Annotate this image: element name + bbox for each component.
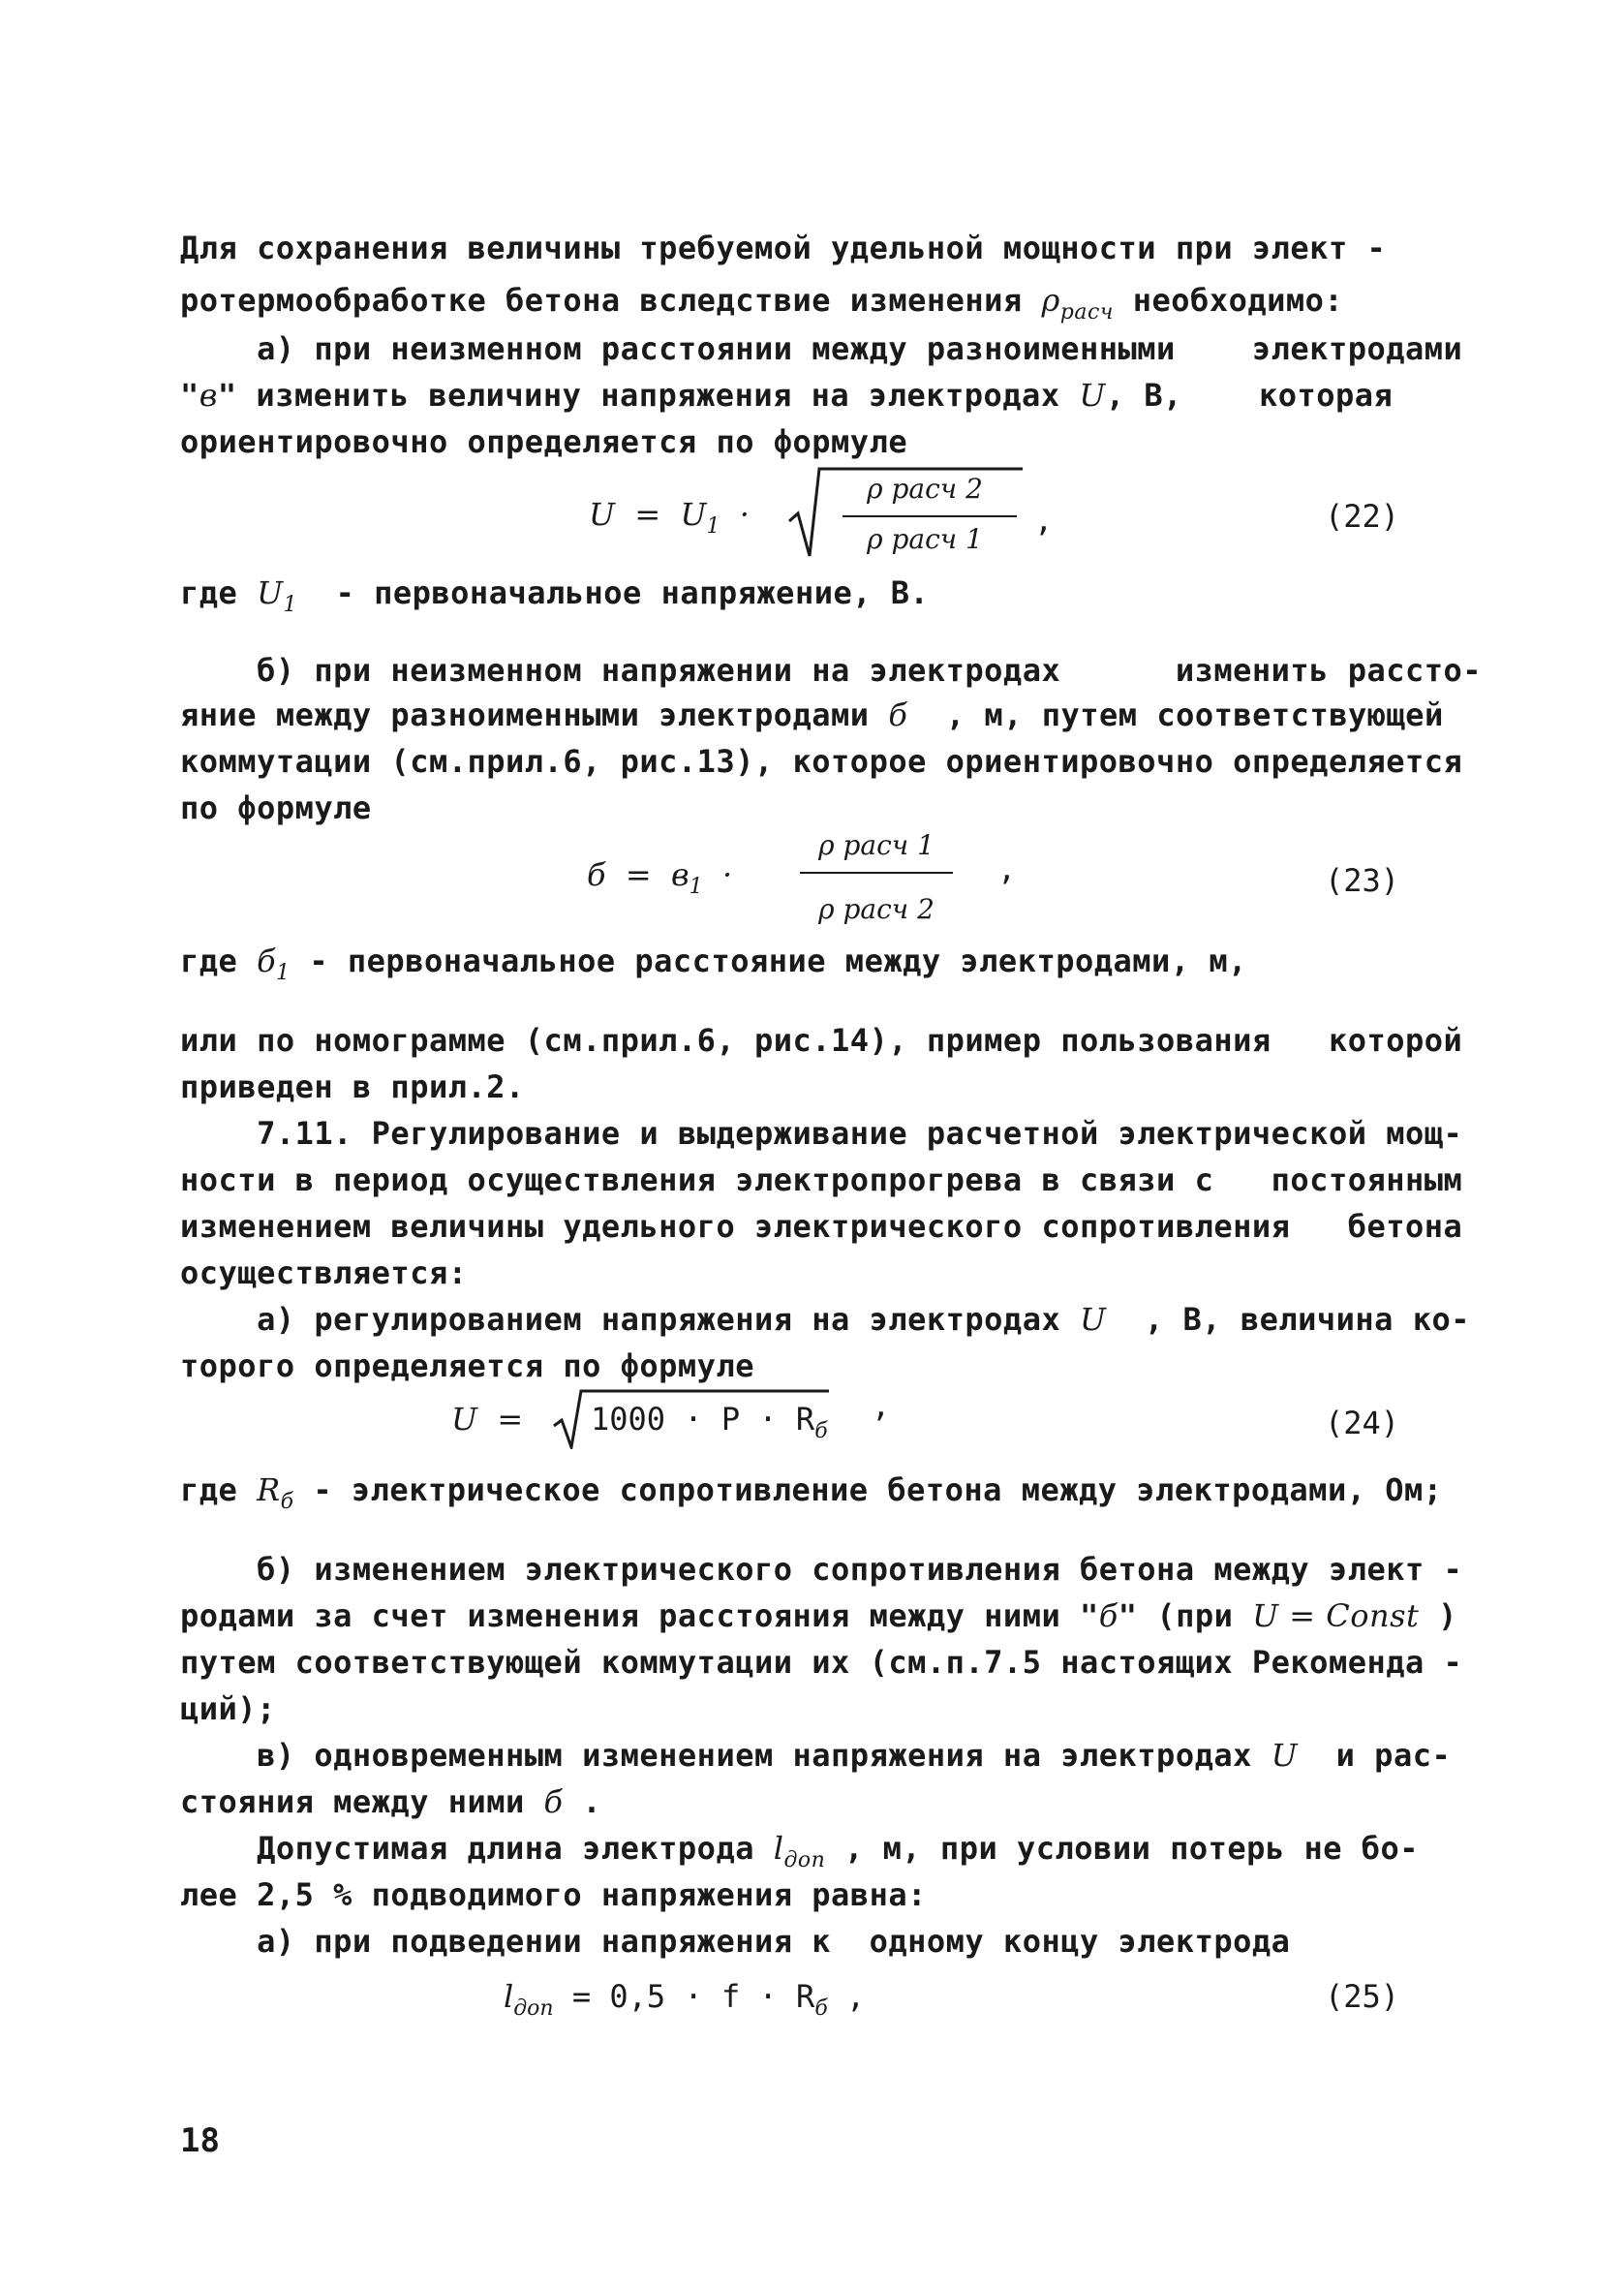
text-line [180,651,1483,690]
text: ротермообработке бетона вследствие изменения [180,282,1042,319]
text: необходимо: [1113,282,1344,319]
text: , м, при условии потерь не бо- [825,1830,1420,1867]
text: в) одновременным изменением напряжения на электродах [180,1737,1272,1774]
symbol-U: U [257,574,284,611]
text: и рас- [1298,1737,1452,1774]
text: - электрическое сопротивление бетона между электродами, Ом; [293,1471,1443,1508]
fraction-bar [800,872,953,874]
text: ) [1419,1597,1457,1634]
text: по формуле [180,789,372,826]
text: , м, путем соответствующей [907,696,1444,733]
formula-comma: , [827,1978,866,2015]
subscript: б [814,1419,828,1443]
text-line [180,1253,1439,1292]
equation-number-23: (23) [1325,862,1400,899]
formula-comma: , [1034,502,1054,539]
text-line [180,1782,1439,1821]
subscript: доп [783,1848,826,1872]
text-line [180,789,1439,827]
text-line [180,376,1439,415]
formula-comma: , [997,851,1017,887]
text-line [180,229,1439,267]
formula-24-radicand [591,1401,828,1443]
formula-23-lhs [587,856,733,899]
text: родами за счет изменения расстояния между ними " [180,1597,1099,1634]
text-line [180,1550,1463,1589]
page-number: 18 [180,2121,220,2160]
symbol-b: б [1098,1597,1118,1634]
formula-text: = 0,5 · f · R [553,1978,815,2015]
subscript: б [280,1490,294,1514]
symbol-u-const: U = Const [1252,1597,1420,1634]
formula-dot: · [739,496,750,533]
text-line [180,742,1463,781]
text: Для сохранения величины требуемой удельной мощности при элект - [180,230,1387,266]
symbol-b: б [543,1783,564,1820]
text-line [180,1207,1463,1246]
text-line [180,1114,1463,1153]
text: а) регулированием напряжения на электродах [180,1301,1080,1338]
text: а) при подведении напряжения к одному концу электрода [180,1923,1291,1960]
text: " [180,377,199,414]
text-line [180,1596,1457,1635]
subscript: б [814,1996,828,2021]
text-line [180,1829,1439,1872]
symbol-U: U [1079,1301,1107,1338]
text-line [180,281,1439,325]
equation-number-24: (24) [1325,1405,1400,1441]
fraction-23-denominator: ρ расч 2 [818,893,935,925]
text: яние между разноименными электродами [180,696,889,733]
symbol-U: U [1079,377,1106,414]
symbol-l: l [773,1830,784,1867]
text: торого определяется по формуле [180,1347,754,1384]
text: а) при неизменном расстоянии между разноименными электродами [180,330,1463,367]
formula-22-lhs [589,496,750,539]
text-line [180,1346,1439,1385]
symbol-b: б [888,696,908,733]
text: где [180,943,258,979]
text-line [180,1643,1463,1682]
text: 7.11. Регулирование и выдерживание расчетной электрической мощ- [180,1115,1463,1152]
text-line [180,1689,1439,1728]
equation-number-25: (25) [1325,1978,1400,2015]
formula-text: б = в [587,856,689,893]
text-line [180,422,1439,461]
text: или по номограмме (см.прил.6, рис.14), пример пользования которой [180,1022,1463,1059]
text: стояния между ними [180,1783,544,1820]
text: " (при [1118,1597,1253,1634]
text-line [180,1875,1439,1914]
text: лее 2,5 % подводимого напряжения равна: [180,1876,927,1913]
text-line [180,1160,1463,1199]
symbol-rho: ρ [1041,282,1060,319]
text: ций); [180,1690,276,1727]
equation-number-22: (22) [1325,498,1400,535]
symbol-b: б [257,943,277,979]
fraction-bar [843,515,1017,517]
text: осуществляется: [180,1254,468,1291]
text: , В, величина ко- [1106,1301,1470,1338]
text-line [180,1021,1463,1060]
text-line [180,329,1463,368]
symbol-l: l [504,1978,514,2015]
text-line [180,1922,1439,1961]
text: б) изменением электрического сопротивления бетона между элект - [180,1551,1463,1588]
text: изменением величины удельного электрического сопротивления бетона [180,1208,1463,1245]
text: приведен в прил.2. [180,1068,525,1105]
formula-25 [504,1978,866,2021]
text: где [180,1471,258,1508]
text: . [563,1783,602,1820]
subscript: 1 [689,875,703,899]
text: , В, которая [1105,377,1394,414]
text: ориентировочно определяется по формуле [180,423,908,460]
formula-text: U = U [589,496,707,533]
formula-24-lhs: U = [451,1401,524,1438]
text: б) при неизменном напряжении на электродах изменить рассто- [180,652,1483,689]
text: ности в период осуществления электропрогрева в связи с постоянным [180,1161,1463,1198]
fraction-22-numerator: ρ расч 2 [867,473,983,505]
symbol-U: U [1271,1737,1299,1774]
subscript: 1 [283,593,298,617]
text: путем соответствующей коммутации их (см.п.7.5 настоящих Рекоменда - [180,1644,1463,1681]
text-line [180,573,1439,617]
text: Допустимая длина электрода [180,1830,774,1867]
formula-dot: · [722,856,733,893]
text-line [180,1736,1452,1775]
text: - первоначальное расстояние между электродами, м, [290,943,1247,979]
text-line [180,1067,1439,1106]
subscript: 1 [276,961,291,985]
text: " изменить величину напряжения на электродах [217,377,1080,414]
text-line [180,942,1439,985]
fraction-22-denominator: ρ расч 1 [867,523,983,555]
subscript: доп [513,1996,554,2021]
subscript: 1 [706,514,720,539]
symbol-subscript: расч [1059,300,1114,325]
symbol-R: R [257,1471,281,1508]
text: где [180,574,258,611]
text-line [180,696,1444,734]
formula-comma: , [872,1387,891,1424]
text: - первоначальное напряжение, В. [297,574,930,611]
formula-text: 1000 · P · R [591,1401,815,1438]
symbol-b: в [199,377,218,414]
text-line [180,1300,1470,1339]
text: коммутации (см.прил.6, рис.13), которое ориентировочно определяется [180,743,1463,780]
fraction-23-numerator: ρ расч 1 [818,829,935,861]
text-line [180,1470,1443,1514]
